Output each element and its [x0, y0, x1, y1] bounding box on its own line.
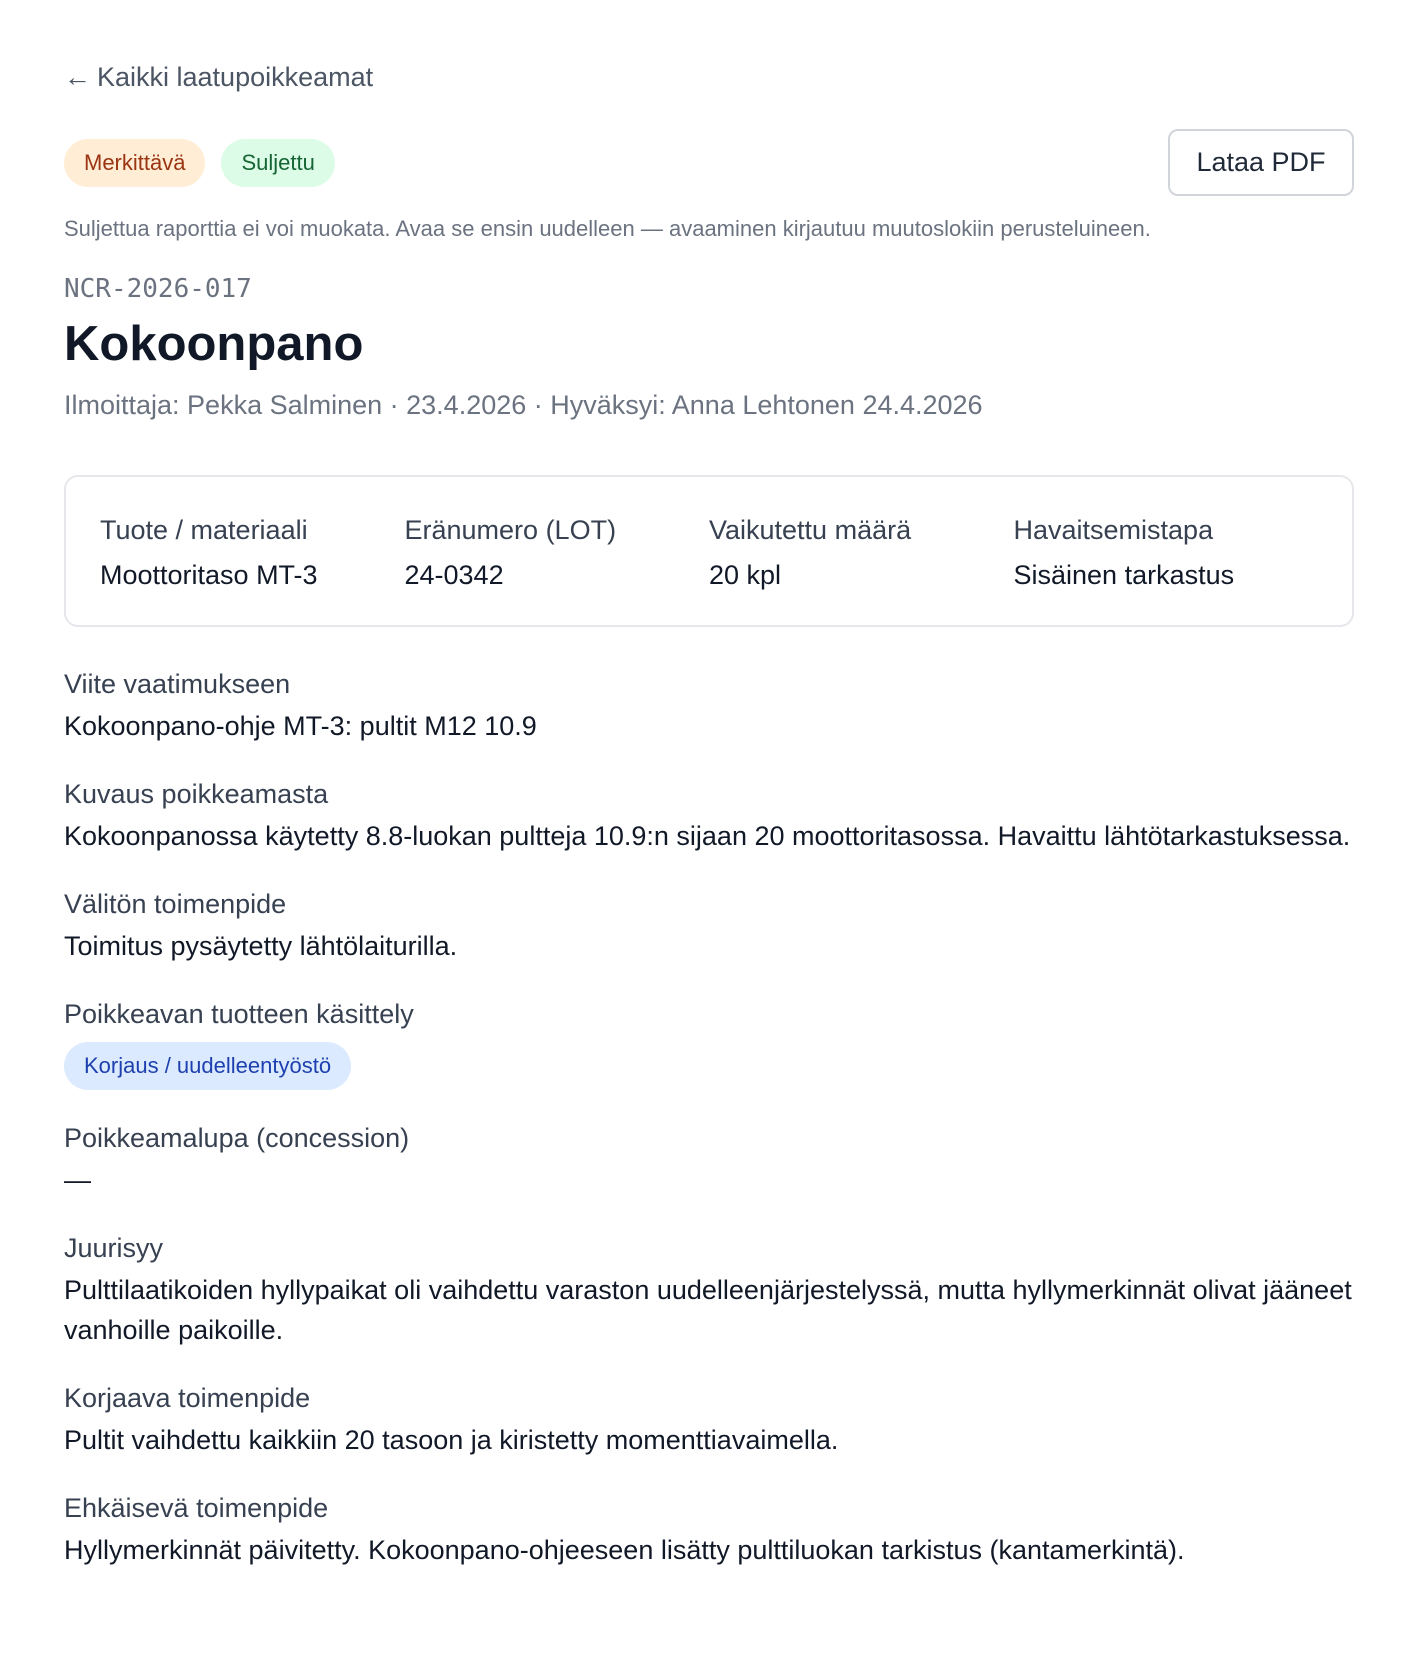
info-lot — [405, 515, 710, 625]
info-label: Vaikutettu määrä — [709, 515, 912, 545]
status-badge: Suljettu — [221, 139, 334, 187]
report-meta: Ilmoittaja: Pekka Salminen · 23.4.2026 · Hyväksyi: Anna Lehtonen 24.4.2026 — [64, 390, 983, 420]
info-value: 20 kpl — [709, 560, 782, 590]
section-immediate-action — [64, 886, 1354, 966]
info-label: Eränumero (LOT) — [404, 515, 617, 545]
section-preventive-action — [64, 1490, 1354, 1570]
report-id: NCR-2026-017 — [64, 274, 252, 304]
info-detection — [1014, 515, 1319, 625]
section-disposition — [64, 996, 1354, 1090]
section-corrective-action — [64, 1380, 1354, 1460]
section-concession — [64, 1120, 1354, 1200]
section-root-cause — [64, 1230, 1354, 1350]
section-label: Ehkäisevä toimenpide — [64, 1493, 329, 1523]
severity-badge: Merkittävä — [64, 139, 205, 187]
section-value: Hyllymerkinnät päivitetty. Kokoonpano-ohjeeseen lisätty pulttiluokan tarkistus (kantamerkintä). — [64, 1535, 1185, 1565]
section-value: Pultit vaihdettu kaikkiin 20 tasoon ja kiristetty momenttiavaimella. — [64, 1425, 839, 1455]
page-title: Kokoonpano — [64, 317, 364, 371]
info-value: Sisäinen tarkastus — [1013, 560, 1235, 590]
product-info-card — [64, 475, 1354, 627]
section-label: Kuvaus poikkeamasta — [64, 779, 329, 809]
status-badges — [64, 139, 335, 187]
back-link-label: Kaikki laatupoikkeamat — [97, 62, 374, 92]
section-value: Toimitus pysäytetty lähtölaiturilla. — [64, 931, 458, 961]
section-label: Poikkeamalupa (concession) — [64, 1123, 410, 1153]
info-value: 24-0342 — [404, 560, 504, 590]
section-requirement — [64, 666, 1354, 746]
section-label: Korjaava toimenpide — [64, 1383, 311, 1413]
back-link[interactable] — [64, 62, 373, 93]
section-label: Juurisyy — [64, 1233, 164, 1263]
info-value: Moottoritaso MT-3 — [100, 560, 318, 590]
section-description — [64, 776, 1354, 856]
report-sections — [64, 666, 1354, 1600]
arrow-left-icon: ← — [64, 62, 91, 92]
section-value: — — [64, 1165, 91, 1195]
info-label: Havaitsemistapa — [1013, 515, 1214, 545]
download-pdf-button[interactable]: Lataa PDF — [1168, 129, 1354, 196]
section-value: Pulttilaatikoiden hyllypaikat oli vaihdettu varaston uudelleenjärjestelyssä, mutta hyllymerkinnät olivat jääneet vanhoille paikoille. — [64, 1275, 1352, 1345]
section-label: Viite vaatimukseen — [64, 669, 291, 699]
disposition-chip: Korjaus / uudelleentyöstö — [64, 1042, 351, 1090]
section-value: Kokoonpanossa käytetty 8.8-luokan pultteja 10.9:n sijaan 20 moottoritasossa. Havaittu lähtötarkastuksessa. — [64, 821, 1351, 851]
section-label: Poikkeavan tuotteen käsittely — [64, 999, 414, 1029]
section-value: Kokoonpano-ohje MT-3: pultit M12 10.9 — [64, 711, 537, 741]
info-quantity — [709, 515, 1014, 625]
section-label: Välitön toimenpide — [64, 889, 287, 919]
info-label: Tuote / materiaali — [100, 515, 308, 545]
info-product — [100, 515, 405, 625]
locked-report-note: Suljettua raporttia ei voi muokata. Avaa se ensin uudelleen — avaaminen kirjautuu muutoslokiin perusteluineen. — [64, 216, 1151, 241]
